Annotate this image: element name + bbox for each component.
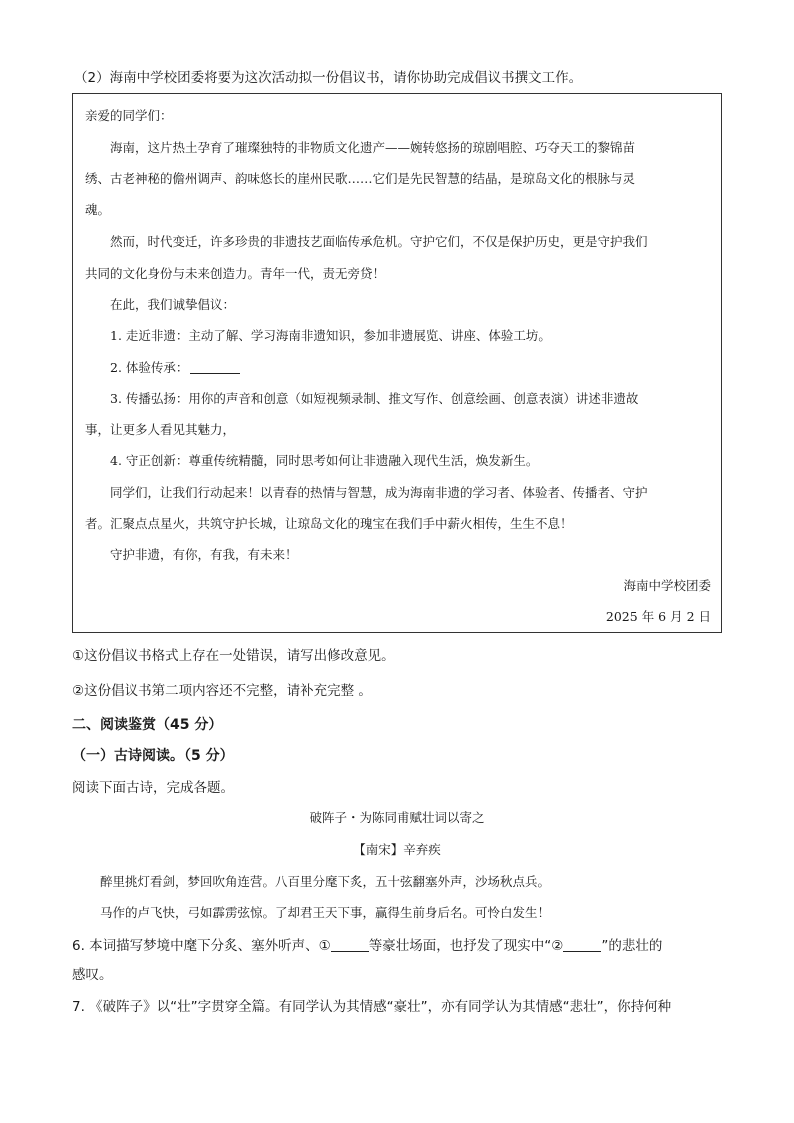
letter-paragraph-4-line-2: 者。汇聚点点星火，共筑守护长城，让琼岛文化的瑰宝在我们手中薪火相传，生生不息！	[85, 516, 573, 531]
question-6-blank-1[interactable]	[331, 939, 369, 952]
question-2-header: （2）海南中学校团委将要为这次活动拟一份倡议书，请你协助完成倡议书撰文工作。	[74, 70, 583, 86]
subquestion-2: ②这份倡议书第二项内容还不完整，请补充完整 。	[72, 683, 372, 699]
question-6-line-2: 感叹。	[72, 967, 113, 983]
letter-paragraph-1-line-1: 海南，这片热土孕育了璀璨独特的非物质文化遗产——婉转悠扬的琼剧唱腔、巧夺天工的黎锦苗	[110, 140, 636, 155]
poem-author: 【南宋】辛弃疾	[353, 842, 441, 857]
poem-line-2: 马作的卢飞快，弓如霹雳弦惊。了却君王天下事，赢得生前身后名。可怜白发生！	[100, 905, 551, 920]
letter-paragraph-4-line-1: 同学们，让我们行动起来！以青春的热情与智慧，成为海南非遗的学习者、体验者、传播者、守护	[110, 485, 648, 500]
question-6-part-1: 6. 本词描写梦境中麾下分炙、塞外听声、①	[72, 938, 331, 954]
letter-item-4: 4. 守正创新：尊重传统精髓，同时思考如何让非遗融入现代生活，焕发新生。	[110, 453, 539, 468]
letter-paragraph-1-line-3: 魂。	[85, 202, 111, 217]
letter-date: 2025 年 6 月 2 日	[605, 609, 711, 624]
poem-reading-subtitle: （一）古诗阅读。（5 分）	[72, 748, 234, 764]
section-2-title: 二、阅读鉴赏（45 分）	[72, 717, 223, 733]
question-6-line-1	[72, 934, 662, 954]
letter-item-2	[110, 358, 240, 376]
letter-item-3-line-1: 3. 传播弘扬：用你的声音和创意（如短视频录制、推文写作、创意绘画、创意表演）讲述非遗故	[110, 391, 639, 406]
question-6-part-3: ”的悲壮的	[601, 938, 663, 954]
question-7: 7. 《破阵子》以“壮”字贯穿全篇。有同学认为其情感“豪壮”，亦有同学认为其情感“悲壮”，你持何种	[72, 999, 672, 1015]
question-6-part-2: 等豪壮场面，也抒发了现实中“②	[368, 938, 564, 954]
subquestion-1: ①这份倡议书格式上存在一处错误，请写出修改意见。	[72, 648, 395, 664]
question-6-blank-2[interactable]	[563, 939, 601, 952]
letter-paragraph-1-line-2: 绣、古老神秘的儋州调声、韵味悠长的崖州民歌……它们是先民智慧的结晶，是琼岛文化的根脉与灵	[85, 171, 636, 186]
letter-salutation: 亲爱的同学们：	[85, 108, 173, 123]
letter-item-3-line-2: 事，让更多人看见其魅力，	[85, 422, 236, 437]
letter-paragraph-3: 在此，我们诚挚倡议：	[110, 297, 236, 312]
proposal-letter-box	[72, 93, 722, 633]
poem-line-1: 醉里挑灯看剑，梦回吹角连营。八百里分麾下炙，五十弦翻塞外声，沙场秋点兵。	[100, 874, 551, 889]
poem-title: 破阵子・为陈同甫赋壮词以寄之	[309, 810, 485, 825]
letter-item-2-label: 2. 体验传承：	[110, 360, 189, 375]
letter-paragraph-2-line-1: 然而，时代变迁，许多珍贵的非遗技艺面临传承危机。守护它们，不仅是保护历史，更是守护我们	[110, 234, 648, 249]
letter-signature: 海南中学校团委	[623, 578, 711, 593]
letter-paragraph-5: 守护非遗，有你，有我，有未来！	[110, 547, 298, 562]
letter-paragraph-2-line-2: 共同的文化身份与未来创造力。青年一代，责无旁贷！	[85, 266, 386, 281]
reading-instruction: 阅读下面古诗，完成各题。	[72, 780, 234, 796]
item-2-answer-blank[interactable]	[190, 360, 240, 374]
letter-item-1: 1. 走近非遗：主动了解、学习海南非遗知识，参加非遗展览、讲座、体验工坊。	[110, 328, 551, 343]
